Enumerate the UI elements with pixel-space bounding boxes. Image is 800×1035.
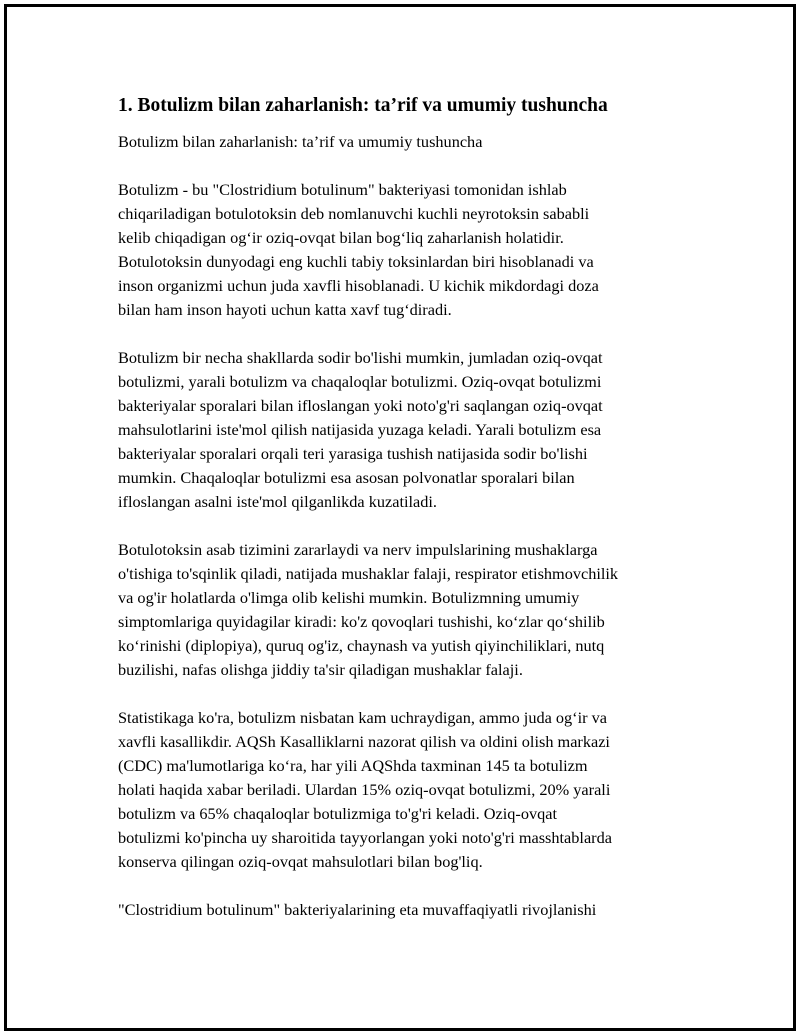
paragraph-line: botulizmi, yarali botulizm va chaqaloqlar botulizmi. Oziq-ovqat botulizmi [118,372,602,391]
paragraph-line: ko‘rinishi (diplopiya), quruq og'iz, chaynash va yutish qiyinchiliklari, nutq [118,636,605,655]
paragraph-line: va og'ir holatlarda o'limga olib kelishi mumkin. Botulizmning umumiy [118,588,580,607]
paragraph-line: Botulotoksin dunyodagi eng kuchli tabiy toksinlardan biri hisoblanadi va [118,252,594,271]
paragraph-line: bilan ham inson hayoti uchun katta xavf tug‘diradi. [118,300,452,319]
paragraph-line: inson organizmi uchun juda xavfli hisoblanadi. U kichik mikdordagi doza [118,276,599,295]
subtitle-paragraph [118,130,698,154]
paragraph-line: xavfli kasallikdir. AQSh Kasalliklarni nazorat qilish va oldini olish markazi [118,732,610,751]
paragraph-line: chiqariladigan botulotoksin deb nomlanuvchi kuchli neyrotoksin sababli [118,204,590,223]
paragraph-line: kelib chiqadigan og‘ir oziq-ovqat bilan bog‘liq zaharlanish holatidir. [118,228,564,247]
paragraph-line: konserva qilingan oziq-ovqat mahsulotlari bilan bog'liq. [118,852,483,871]
paragraph-line: Botulizm - bu "Clostridium botulinum" bakteriyasi tomonidan ishlab [118,180,567,199]
paragraph-line: holati haqida xabar beriladi. Ulardan 15% oziq-ovqat botulizmi, 20% yarali [118,780,611,799]
paragraph-line: "Clostridium botulinum" bakteriyalarining eta muvaffaqiyatli rivojlanishi [118,900,597,919]
paragraph-line: ifloslangan asalni iste'mol qilganlikda kuzatiladi. [118,492,437,511]
paragraph-line: Botulotoksin asab tizimini zararlaydi va nerv impulslarining mushaklarga [118,540,598,559]
paragraph-line: mahsulotlarini iste'mol qilish natijasida yuzaga keladi. Yarali botulizm esa [118,420,602,439]
paragraph-line: bakteriyalar sporalari bilan ifloslangan yoki noto'g'ri saqlangan oziq-ovqat [118,396,603,415]
bacteria-paragraph [118,898,698,922]
symptoms-paragraph [118,538,698,682]
paragraph-line: Botulizm bilan zaharlanish: ta’rif va umumiy tushuncha [118,132,483,151]
document-body [118,92,698,946]
paragraph-line: mumkin. Chaqaloqlar botulizmi esa asosan polvonatlar sporalari bilan [118,468,575,487]
paragraph-line: Statistikaga ko'ra, botulizm nisbatan kam uchraydigan, ammo juda og‘ir va [118,708,607,727]
definition-paragraph [118,178,698,322]
paragraph-line: buzilishi, nafas olishga jiddiy ta'sir qiladigan mushaklar falaji. [118,660,523,679]
paragraph-line: simptomlariga quyidagilar kiradi: ko'z qovoqlari tushishi, ko‘zlar qo‘shilib [118,612,605,631]
paragraph-line: o'tishiga to'sqinlik qiladi, natijada mushaklar falaji, respirator etishmovchilik [118,564,619,583]
paragraph-line: botulizm va 65% chaqaloqlar botulizmiga to'g'ri keladi. Oziq-ovqat [118,804,558,823]
paragraph-line: botulizmi ko'pincha uy sharoitida tayyorlangan yoki noto'g'ri masshtablarda [118,828,612,847]
paragraph-line: Botulizm bir necha shakllarda sodir bo'lishi mumkin, jumladan oziq-ovqat [118,348,603,367]
statistics-paragraph [118,706,698,874]
paragraph-line: (CDC) ma'lumotlariga ko‘ra, har yili AQShda taxminan 145 ta botulizm [118,756,588,775]
paragraph-line: bakteriyalar sporalari orqali teri yarasiga tushish natijasida sodir bo'lishi [118,444,588,463]
forms-paragraph [118,346,698,514]
document-title: 1. Botulizm bilan zaharlanish: ta’rif va umumiy tushuncha [118,95,608,116]
